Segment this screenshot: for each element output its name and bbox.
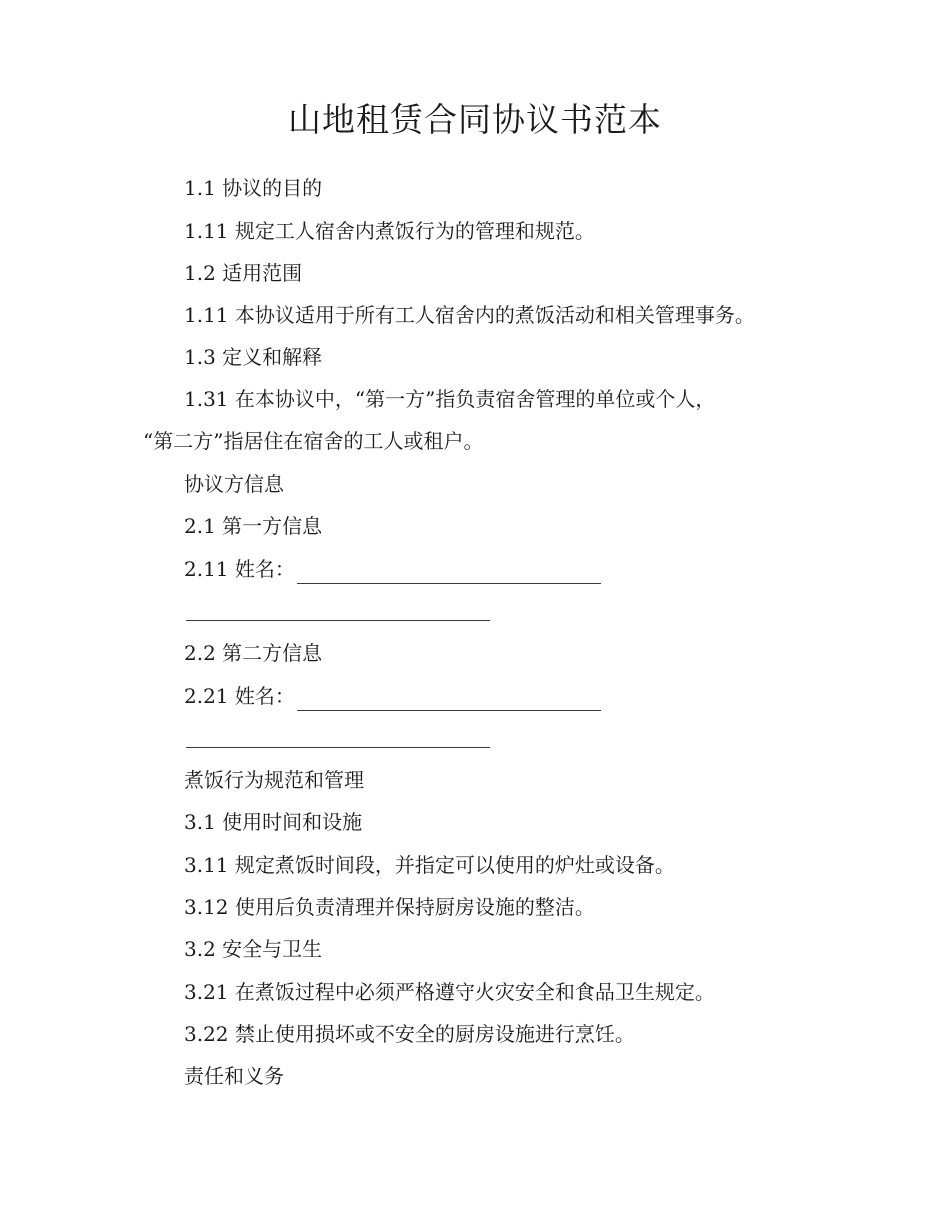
clause-1-31-definitions: 1.31 在本协议中，“第一方”指负责宿舍管理的单位或个人， [184,387,716,411]
first-party-name-row [184,554,601,584]
clause-3-12: 3.12 使用后负责清理并保持厨房设施的整洁。 [184,895,595,919]
second-party-name-blank[interactable] [297,688,601,711]
clause-3-11: 3.11 规定煮饭时间段，并指定可以使用的炉灶或设备。 [184,853,675,877]
first-party-extra-blank[interactable] [186,620,490,621]
section-heading-parties: 协议方信息 [184,472,284,496]
clause-3-21: 3.21 在煮饭过程中必须严格遵守火灾安全和食品卫生规定。 [184,980,715,1004]
section-heading-2-2: 2.2 第二方信息 [184,641,323,665]
clause-1-31-definitions-continued: “第二方”指居住在宿舍的工人或租户。 [143,429,484,453]
document-title: 山地租赁合同协议书范本 [288,100,662,139]
section-heading-2-1: 2.1 第一方信息 [184,514,323,538]
section-heading-3-1: 3.1 使用时间和设施 [184,810,363,834]
second-party-extra-blank[interactable] [186,747,490,748]
section-heading-1-1: 1.1 协议的目的 [184,176,323,200]
section-heading-1-3: 1.3 定义和解释 [184,345,323,369]
section-heading-1-2: 1.2 适用范围 [184,261,303,285]
section-heading-cooking-rules: 煮饭行为规范和管理 [184,768,364,792]
second-party-name-row [184,681,601,711]
clause-1-11-scope: 1.11 本协议适用于所有工人宿舍内的煮饭活动和相关管理事务。 [184,303,755,327]
clause-1-11-purpose: 1.11 规定工人宿舍内煮饭行为的管理和规范。 [184,219,595,243]
section-heading-3-2: 3.2 安全与卫生 [184,937,323,961]
second-party-name-label: 2.21 姓名： [184,684,295,708]
section-heading-responsibilities: 责任和义务 [184,1064,284,1088]
first-party-name-label: 2.11 姓名： [184,557,295,581]
clause-3-22: 3.22 禁止使用损坏或不安全的厨房设施进行烹饪。 [184,1022,635,1046]
first-party-name-blank[interactable] [297,561,601,584]
